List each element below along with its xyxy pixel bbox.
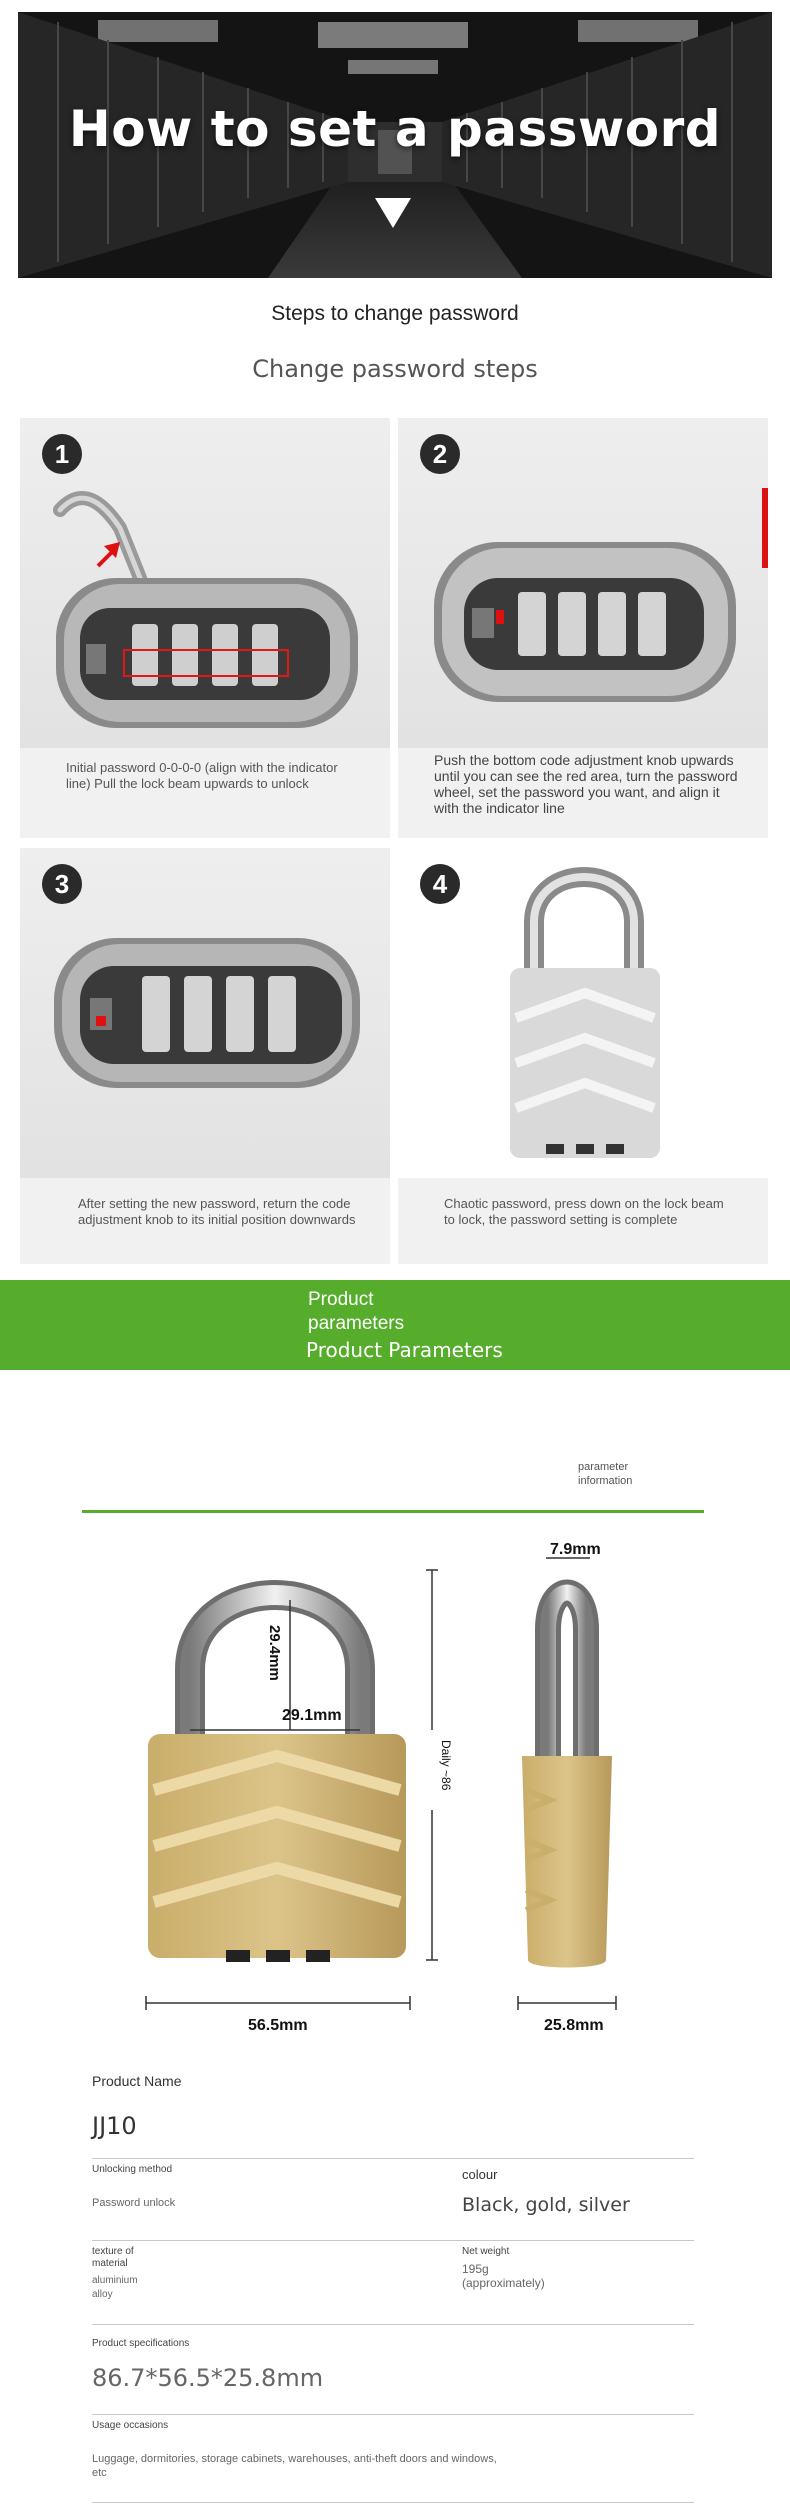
parameter-divider — [82, 1510, 704, 1513]
divider — [92, 2324, 694, 2325]
unlocking-block — [92, 2164, 392, 2210]
specification-label: Product specifications — [92, 2338, 190, 2349]
banner-title: Product parameters — [308, 1289, 405, 1334]
product-parameters-banner — [0, 1280, 790, 1370]
usage-label: Usage occasions — [92, 2420, 169, 2431]
dimension-diagram — [130, 1540, 660, 2040]
overall-height-label: Daily ~86 — [439, 1740, 453, 1791]
usage-value: Luggage, dormitories, storage cabinets, warehouses, anti-theft doors and windows, etc — [92, 2453, 497, 2479]
material-label: texture of material — [92, 2246, 134, 2269]
step-number: 4 — [420, 864, 460, 904]
step-number: 1 — [42, 434, 82, 474]
product-name-value: JJ10 — [92, 2112, 137, 2140]
colour-block — [462, 2168, 694, 2216]
material-value: aluminium alloy — [92, 2275, 138, 2300]
step-caption: Initial password 0-0-0-0 (align with the indicator line) Pull the lock beam upwards to unlock — [20, 748, 390, 838]
hero-title: How to set a password — [68, 100, 722, 158]
material-block — [92, 2246, 156, 2302]
step-number: 2 — [420, 434, 460, 474]
step-panel-4 — [398, 848, 768, 1264]
shackle-thickness-label: 7.9mm — [550, 1541, 601, 1558]
product-name-label: Product Name — [92, 2073, 182, 2089]
parameter-info-label: parameter information — [578, 1461, 633, 1487]
unlocking-value: Password unlock — [92, 2197, 176, 2209]
step-panel-1 — [20, 418, 390, 838]
banner-subtitle: Product Parameters — [306, 1338, 503, 1362]
colour-value: Black, gold, silver — [462, 2194, 630, 2216]
shackle-width-label: 29.1mm — [282, 1707, 342, 1724]
step-panel-3 — [20, 848, 390, 1264]
product-name-block — [92, 2074, 694, 2140]
usage-block — [92, 2420, 694, 2480]
divider — [92, 2414, 694, 2415]
shackle-height-label: 29.4mm — [266, 1625, 283, 1681]
step-caption: Push the bottom code adjustment knob upwards until you can see the red area, turn the password wheel, set the password you want, and align it with the indicator line — [398, 748, 768, 838]
specification-value: 86.7*56.5*25.8mm — [92, 2364, 324, 2392]
unlocking-label: Unlocking method — [92, 2164, 173, 2175]
divider — [92, 2158, 694, 2159]
weight-label: Net weight — [462, 2246, 510, 2257]
weight-block — [462, 2246, 572, 2290]
steps-heading: Steps to change password — [271, 302, 519, 325]
colour-label: colour — [462, 2167, 498, 2182]
step-number: 3 — [42, 864, 82, 904]
weight-value: 195g (approximately) — [462, 2262, 545, 2290]
step-caption: After setting the new password, return the code adjustment knob to its initial position downwards — [20, 1178, 390, 1264]
step-panel-2 — [398, 418, 768, 838]
specification-block — [92, 2338, 694, 2392]
step-caption: Chaotic password, press down on the lock beam to lock, the password setting is complete — [398, 1178, 768, 1264]
steps-subheading: Change password steps — [252, 355, 538, 383]
down-arrow-icon — [375, 198, 411, 228]
hero-banner — [18, 12, 772, 278]
divider — [92, 2502, 694, 2503]
body-depth-label: 25.8mm — [544, 2017, 604, 2034]
divider — [92, 2240, 694, 2241]
body-width-label: 56.5mm — [248, 2017, 308, 2034]
